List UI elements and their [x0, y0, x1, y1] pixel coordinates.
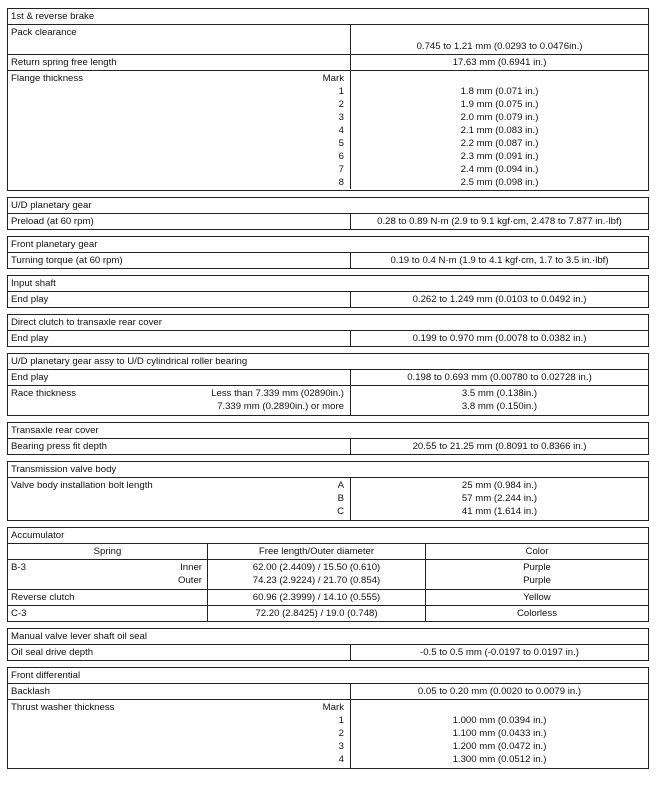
- mark-a: A: [337, 480, 344, 491]
- accumulator-row-reverse: [8, 589, 648, 605]
- mark-5: 5: [338, 138, 344, 149]
- mark-4: 4: [338, 125, 344, 136]
- spring-name: C-3: [8, 606, 208, 621]
- spec-value: 0.05 to 0.20 mm (0.0020 to 0.0079 in.): [417, 686, 582, 697]
- spec-value: 1.000 mm (0.0394 in.): [452, 715, 547, 726]
- spec-label: Oil seal drive depth: [8, 645, 351, 660]
- header-color: Color: [525, 546, 549, 557]
- value-column: [351, 478, 648, 520]
- mark-4: 4: [338, 754, 344, 765]
- accumulator-row-b3: [8, 559, 648, 589]
- section-front-differential: [7, 667, 649, 769]
- spec-value: 3.5 mm (0.138in.): [461, 388, 538, 399]
- spec-value: 1.9 mm (0.075 in.): [460, 99, 539, 110]
- section-accumulator: [7, 527, 649, 622]
- sub-label: Inner: [180, 562, 202, 573]
- section-ud-planetary: [7, 197, 649, 230]
- value-column: [351, 700, 648, 768]
- section-valve-body: [7, 461, 649, 521]
- spec-value: -0.5 to 0.5 mm (-0.0197 to 0.0197 in.): [420, 647, 579, 658]
- spec-value: 0.19 to 0.4 N·m (1.9 to 4.1 kgf·cm, 1.7 to 3.5 in.·lbf): [390, 255, 609, 266]
- spec-value: 2.2 mm (0.087 in.): [460, 138, 539, 149]
- section-title: Accumulator: [11, 530, 65, 541]
- spec-value: 1.8 mm (0.071 in.): [460, 86, 539, 97]
- color-cell: [426, 560, 648, 589]
- spec-label: Valve body installation bolt length: [11, 480, 153, 491]
- spec-value: 2.3 mm (0.091 in.): [460, 151, 539, 162]
- section-title: Transaxle rear cover: [11, 425, 99, 436]
- section-title: Front differential: [11, 670, 81, 681]
- section-ud-bearing: [7, 353, 649, 416]
- spec-value: 60.96 (2.3999) / 14.10 (0.555): [208, 590, 426, 605]
- mark-header: Mark: [322, 702, 344, 713]
- mark-1: 1: [338, 715, 344, 726]
- section-title: Input shaft: [11, 278, 56, 289]
- mark-header: Mark: [322, 73, 344, 84]
- spec-label: End play: [8, 370, 351, 385]
- spec-label: Pack clearance: [8, 25, 351, 54]
- spec-label-cell: [8, 478, 351, 520]
- value-column: [351, 386, 648, 415]
- header-free-length: Free length/Outer diameter: [208, 544, 426, 559]
- spec-row-race-thickness: [8, 385, 648, 415]
- spec-value: 72.20 (2.8425) / 19.0 (0.748): [208, 606, 426, 621]
- spec-value: 2.4 mm (0.094 in.): [460, 164, 539, 175]
- spec-value: Purple: [523, 575, 551, 586]
- spec-label: Return spring free length: [8, 55, 351, 70]
- spec-label: End play: [8, 292, 351, 307]
- mark-b: B: [337, 493, 344, 504]
- spec-value: 1.300 mm (0.0512 in.): [452, 754, 547, 765]
- spec-label: Bearing press fit depth: [8, 439, 351, 454]
- spec-label-cell: [8, 386, 351, 415]
- spec-label-cell: [8, 71, 351, 189]
- spec-value: Colorless: [517, 608, 557, 619]
- spec-value: 0.262 to 1.249 mm (0.0103 to 0.0492 in.): [412, 294, 587, 305]
- spec-row-turning-torque: [8, 252, 648, 268]
- section-title: Direct clutch to transaxle rear cover: [11, 317, 162, 328]
- spec-value: 20.55 to 21.25 mm (0.8091 to 0.8366 in.): [412, 441, 587, 452]
- mark-column: [323, 72, 344, 189]
- spec-row-flange-thickness: [8, 70, 648, 190]
- spec-row-bearing-depth: [8, 438, 648, 454]
- spring-cell: [8, 560, 208, 589]
- spec-row-end-play: [8, 330, 648, 346]
- spec-label: Flange thickness: [11, 73, 83, 84]
- mark-3: 3: [338, 112, 344, 123]
- spring-name: Reverse clutch: [8, 590, 208, 605]
- spec-value: 0.28 to 0.89 N·m (2.9 to 9.1 kgf·cm, 2.478 to 7.877 in.·lbf): [377, 216, 622, 227]
- spec-value: 2.1 mm (0.083 in.): [460, 125, 539, 136]
- spec-label-cell: [8, 700, 351, 768]
- section-rear-cover: [7, 422, 649, 455]
- length-cell: [208, 560, 426, 589]
- spec-value: 41 mm (1.614 in.): [461, 506, 538, 517]
- mark-7: 7: [338, 164, 344, 175]
- sub-label: Outer: [178, 575, 202, 586]
- spec-label: Race thickness: [11, 388, 77, 399]
- spec-label: Backlash: [8, 684, 351, 699]
- mark-column: [323, 701, 344, 766]
- section-title: 1st & reverse brake: [11, 11, 95, 22]
- spec-row-thrust-washer: [8, 699, 648, 768]
- spec-value: 0.745 to 1.21 mm (0.0293 to 0.0476in.): [416, 41, 583, 52]
- spec-label: Thrust washer thickness: [11, 702, 115, 713]
- spec-label: Turning torque (at 60 rpm): [8, 253, 351, 268]
- mark-1: 1: [338, 86, 344, 97]
- spec-value: 2.5 mm (0.098 in.): [460, 177, 539, 188]
- section-reverse-brake: [7, 8, 649, 191]
- condition-column: [211, 387, 344, 413]
- section-direct-clutch: [7, 314, 649, 347]
- spec-value: 74.23 (2.9224) / 21.70 (0.854): [252, 575, 381, 586]
- section-title: U/D planetary gear assy to U/D cylindrical roller bearing: [11, 356, 248, 367]
- spec-value: Purple: [523, 562, 551, 573]
- condition-label: 7.339 mm (0.2890in.) or more: [217, 401, 344, 412]
- section-front-planetary: [7, 236, 649, 269]
- header-spring: Spring: [8, 544, 208, 559]
- spec-row-preload: [8, 213, 648, 229]
- spec-value: 1.100 mm (0.0433 in.): [452, 728, 547, 739]
- sub-column: [178, 561, 202, 587]
- spec-row-return-spring: [8, 54, 648, 70]
- mark-column: [337, 479, 344, 518]
- mark-3: 3: [338, 741, 344, 752]
- spec-row-pack-clearance: [8, 24, 648, 54]
- spec-value: 62.00 (2.4409) / 15.50 (0.610): [252, 562, 381, 573]
- accumulator-header-row: [8, 543, 648, 559]
- spec-value: Yellow: [523, 592, 551, 603]
- spring-name: B-3: [11, 562, 26, 573]
- mark-c: C: [337, 506, 344, 517]
- mark-2: 2: [338, 728, 344, 739]
- section-input-shaft: [7, 275, 649, 308]
- value-column: [351, 71, 648, 190]
- spec-page: [7, 8, 649, 769]
- spec-row-bolt-length: [8, 477, 648, 520]
- section-title: Manual valve lever shaft oil seal: [11, 631, 147, 642]
- spec-label: Preload (at 60 rpm): [8, 214, 351, 229]
- accumulator-row-c3: [8, 605, 648, 621]
- mark-6: 6: [338, 151, 344, 162]
- spec-row-backlash: [8, 683, 648, 699]
- mark-8: 8: [338, 177, 344, 188]
- condition-label: Less than 7.339 mm (02890in.): [211, 388, 344, 399]
- section-manual-valve: [7, 628, 649, 661]
- spec-row-oil-seal-depth: [8, 644, 648, 660]
- section-title: Front planetary gear: [11, 239, 98, 250]
- spec-label: End play: [8, 331, 351, 346]
- spec-value: 2.0 mm (0.079 in.): [460, 112, 539, 123]
- mark-2: 2: [338, 99, 344, 110]
- section-title: U/D planetary gear: [11, 200, 92, 211]
- spec-value: 57 mm (2.244 in.): [461, 493, 538, 504]
- spec-value: 1.200 mm (0.0472 in.): [452, 741, 547, 752]
- spec-value: 0.199 to 0.970 mm (0.0078 to 0.0382 in.): [412, 333, 587, 344]
- spec-value: 17.63 mm (0.6941 in.): [452, 57, 547, 68]
- spec-value: 25 mm (0.984 in.): [461, 480, 538, 491]
- spec-value: 3.8 mm (0.150in.): [461, 401, 538, 412]
- spec-row-end-play: [8, 291, 648, 307]
- spec-row-end-play: [8, 369, 648, 385]
- spec-value: 0.198 to 0.693 mm (0.00780 to 0.02728 in.): [407, 372, 592, 383]
- section-title: Transmission valve body: [11, 464, 117, 475]
